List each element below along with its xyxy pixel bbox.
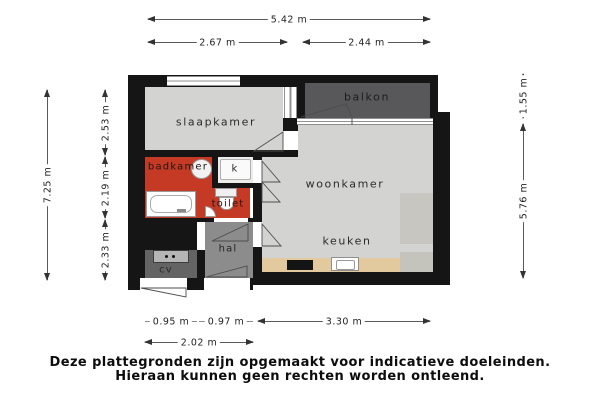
arrow-right-icon (280, 39, 288, 45)
label-balcony: balkon (343, 90, 391, 104)
arrow-left-icon (144, 339, 152, 345)
dim-left-3 (100, 220, 112, 280)
dim-top-total (148, 14, 430, 26)
dim-left-2 (100, 157, 112, 218)
door-swing-balcony (301, 104, 352, 117)
arrow-up-icon (520, 123, 526, 131)
label-livingroom: woonkamer (305, 177, 385, 191)
arrow-up-icon (102, 156, 108, 164)
dim-left-total (42, 90, 54, 280)
arrow-down-icon (102, 273, 108, 281)
dim-label: 5.42 m (268, 15, 310, 26)
label-bedroom: slaapkamer (175, 115, 257, 129)
dim-label: 3.30 m (323, 317, 365, 328)
door-swing-closet-2 (262, 182, 280, 202)
dim-label: 7.25 m (43, 164, 54, 206)
label-kitchen: keuken (322, 234, 372, 248)
arrow-left-icon (257, 318, 265, 324)
door-swing-hall-living (262, 224, 281, 246)
dim-label: 5.76 m (519, 180, 530, 222)
arrow-right-icon (423, 16, 431, 22)
dim-label: 1.55 m (519, 75, 530, 117)
arrow-right-icon (423, 39, 431, 45)
arrow-up-icon (102, 219, 108, 227)
dim-bottom-1 (145, 316, 197, 328)
disclaimer-line-2: Hieraan kunnen geen rechten worden ontleend. (115, 369, 485, 384)
arrow-left-icon (147, 16, 155, 22)
dim-top-left (148, 37, 287, 49)
arrow-up-icon (102, 89, 108, 97)
dim-label: 2.53 m (101, 101, 112, 143)
arrow-down-icon (44, 273, 50, 281)
arrow-up-icon (44, 89, 50, 97)
label-hall: hal (218, 243, 238, 255)
door-swing-toilet (212, 224, 248, 241)
arrow-down-icon (102, 148, 108, 156)
dim-bottom-2 (199, 316, 253, 328)
arrow-down-icon (102, 211, 108, 219)
dim-bottom-3 (258, 316, 430, 328)
disclaimer-line-1: Deze plattegronden zijn opgemaakt voor indicatieve doeleinden. (49, 355, 551, 370)
dim-bottom-4 (145, 337, 253, 349)
arrow-down-icon (520, 271, 526, 279)
arrow-left-icon (302, 39, 310, 45)
label-bathroom: badkamer (147, 161, 209, 173)
arrow-right-icon (246, 339, 254, 345)
label-closet: k (231, 163, 239, 175)
dim-right-1 (518, 74, 530, 118)
dim-left-1 (100, 90, 112, 155)
dim-right-2 (518, 124, 530, 278)
dim-label: 2.19 m (101, 166, 112, 208)
label-toilet: toilet (211, 198, 245, 210)
dim-label: 0.97 m (205, 317, 247, 328)
label-cv: cv (159, 264, 173, 276)
door-swing-cv (141, 288, 186, 297)
dim-label: 0.95 m (150, 317, 192, 328)
door-swing-bedroom (254, 132, 283, 151)
dim-label: 2.33 m (101, 229, 112, 271)
dim-label: 2.02 m (178, 338, 220, 349)
door-swing-frontdoor (206, 266, 247, 277)
dim-label: 2.44 m (345, 38, 387, 49)
dim-top-right (303, 37, 430, 49)
dim-label: 2.67 m (196, 38, 238, 49)
arrow-left-icon (147, 39, 155, 45)
arrow-right-icon (423, 318, 431, 324)
door-swing-closet (262, 161, 280, 182)
